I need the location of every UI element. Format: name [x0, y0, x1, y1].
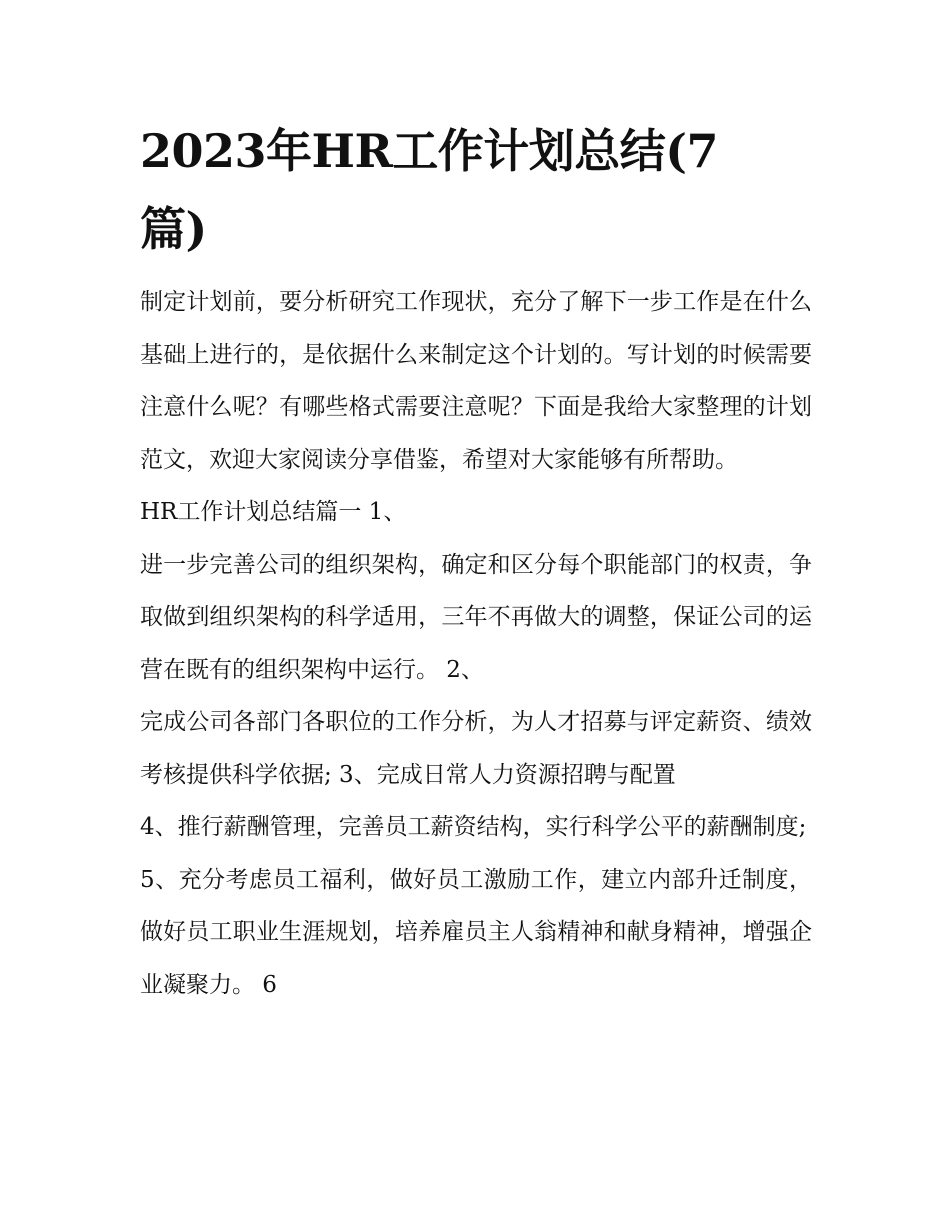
intro-paragraph: 制定计划前，要分析研究工作现状，充分了解下一步工作是在什么基础上进行的，是依据什么来制定这个计划的。写计划的时候需要注意什么呢？有哪些格式需要注意呢？下面是我给大家整理的计划范文，欢迎大家阅读分享借鉴，希望对大家能够有所帮助。	[140, 289, 812, 473]
plan-item-paragraph: 完成公司各部门各职位的工作分析，为人才招募与评定薪资、绩效考核提供科学依据; 3、完成日常人力资源招聘与配置	[140, 709, 812, 788]
document-body	[140, 276, 812, 1011]
document-title: 2023年HR工作计划总结(7篇)	[140, 124, 718, 256]
plan-item-paragraph: 进一步完善公司的组织架构，确定和区分每个职能部门的权责，争取做到组织架构的科学适用，三年不再做大的调整，保证公司的运营在既有的组织架构中运行。 2、	[140, 551, 812, 683]
section-heading: HR工作计划总结篇一 1、	[140, 499, 407, 525]
plan-item-paragraph: 5、充分考虑员工福利，做好员工激励工作，建立内部升迁制度，做好员工职业生涯规划，培养雇员主人翁精神和献身精神，增强企业凝聚力。 6	[140, 866, 812, 998]
plan-item-paragraph: 4、推行薪酬管理，完善员工薪资结构，实行科学公平的薪酬制度;	[140, 814, 807, 840]
